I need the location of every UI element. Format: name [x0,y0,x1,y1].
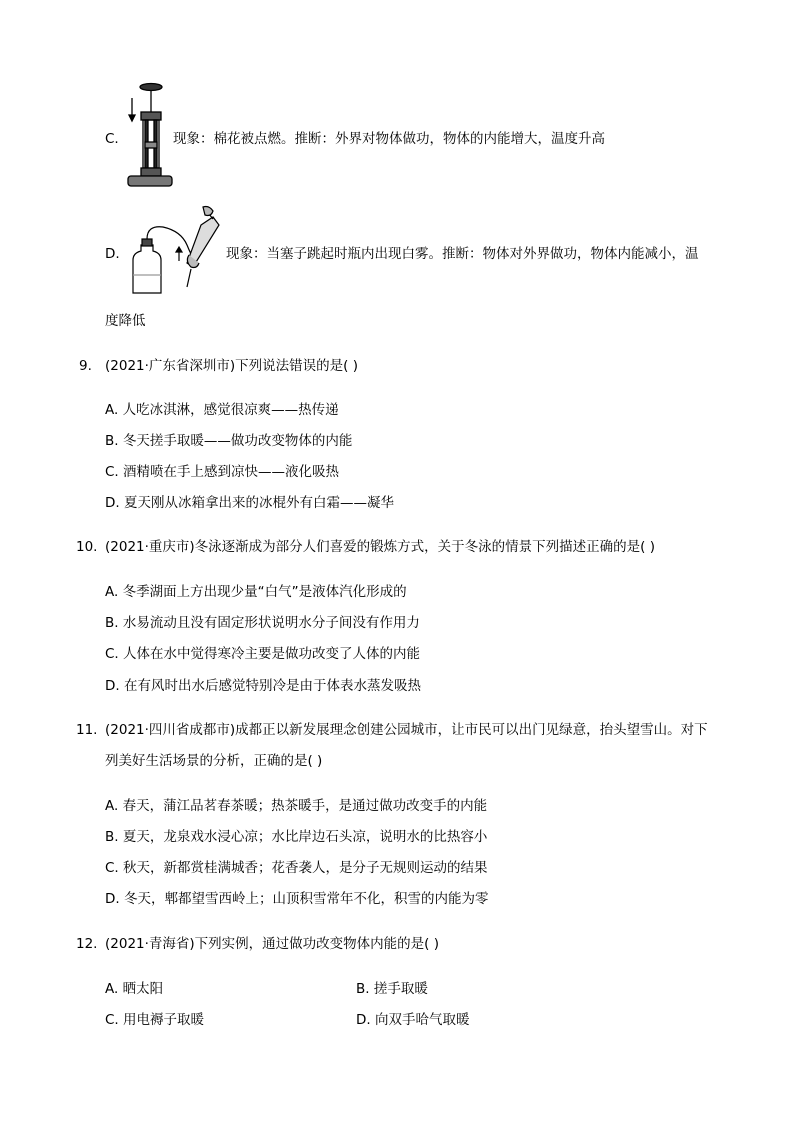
question-10-option-c: C. 人体在水中觉得寒冷主要是做功改变了人体的内能 [105,646,421,662]
question-11-option-d: D. 冬天，郫都望雪西岭上；山顶积雪常年不化，积雪的内能为零 [105,891,489,907]
question-12-option-b: B. 搓手取暖 [356,981,428,997]
question-12-number: 12. [76,936,98,952]
option-c-letter: C. [105,131,119,147]
question-12-option-d: D. 向双手哈气取暖 [356,1012,470,1028]
option-d-text-line2: 度降低 [105,313,146,329]
question-11-number: 11. [76,722,98,738]
bottle-pump-figure [123,205,223,297]
question-11-option-c: C. 秋天，新都赏桂满城香；花香袭人，是分子无规则运动的结果 [105,860,488,876]
question-12-option-a: A. 晒太阳 [105,981,164,997]
question-10-stem: (2021·重庆市)冬泳逐渐成为部分人们喜爱的锻炼方式，关于冬泳的情景下列描述正确的是( ) [105,539,656,555]
question-9-number: 9. [79,358,92,374]
question-11-option-a: A. 春天，蒲江品茗春茶暖；热茶暖手，是通过做功改变手的内能 [105,798,488,814]
question-9-option-b: B. 冬天搓手取暖——做功改变物体的内能 [105,433,353,449]
question-9-option-a: A. 人吃冰淇淋，感觉很凉爽——热传递 [105,402,339,418]
option-c-text: 现象：棉花被点燃。推断：外界对物体做功，物体的内能增大，温度升高 [173,131,605,147]
question-10-number: 10. [76,539,98,555]
question-10-option-b: B. 水易流动且没有固定形状说明水分子间没有作用力 [105,615,420,631]
question-12-stem: (2021·青海省)下列实例，通过做功改变物体内能的是( ) [105,936,440,952]
question-11-option-b: B. 夏天，龙泉戏水浸心凉；水比岸边石头凉，说明水的比热容小 [105,829,488,845]
question-9-option-c: C. 酒精喷在手上感到凉快——液化吸热 [105,464,340,480]
fire-piston-figure [124,82,174,190]
question-11-stem-line2: 列美好生活场景的分析，正确的是( ) [105,753,323,769]
option-d-letter: D. [105,246,120,262]
question-12-option-c: C. 用电褥子取暖 [105,1012,205,1028]
question-11-stem-line1: (2021·四川省成都市)成都正以新发展理念创建公园城市，让市民可以出门见绿意，抬头望雪山。对下 [105,722,708,738]
question-10-option-a: A. 冬季湖面上方出现少量“白气”是液体汽化形成的 [105,584,407,600]
question-9-stem: (2021·广东省深圳市)下列说法错误的是( ) [105,358,359,374]
question-9-option-d: D. 夏天刚从冰箱拿出来的冰棍外有白霜——凝华 [105,495,394,511]
question-10-option-d: D. 在有风时出水后感觉特别冷是由于体表水蒸发吸热 [105,678,421,694]
option-d-text-line1: 现象：当塞子跳起时瓶内出现白雾。推断：物体对外界做功，物体内能减小，温 [226,246,699,262]
